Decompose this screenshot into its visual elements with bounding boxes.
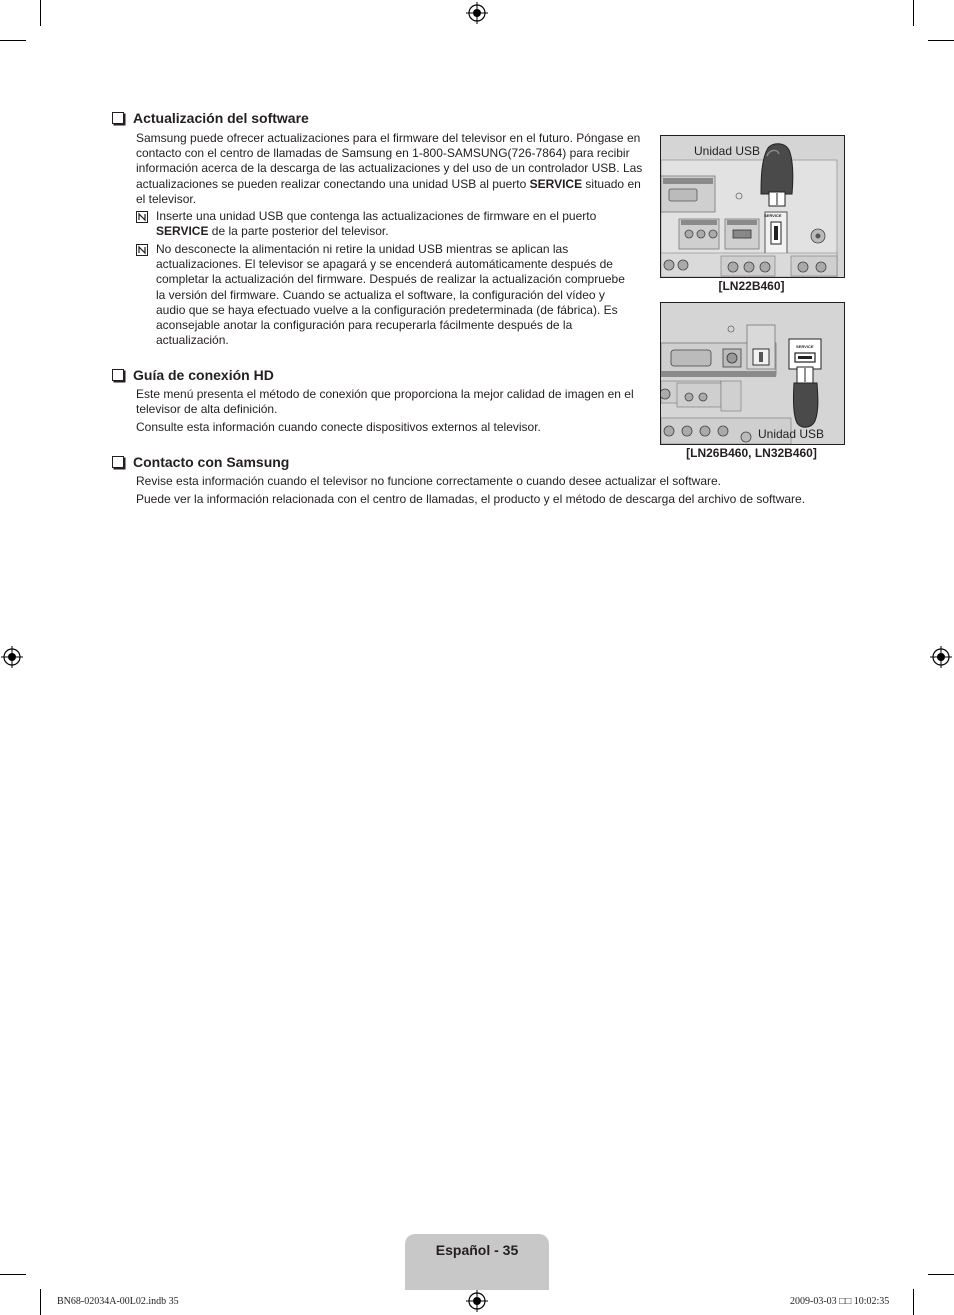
print-file-info: BN68-02034A-00L02.indb 35 bbox=[57, 1296, 179, 1307]
tv-rear-panel-figure bbox=[660, 135, 845, 278]
figure-caption: [LN22B460] bbox=[718, 279, 785, 293]
section-heading-hd-connection-guide: Guía de conexión HD bbox=[112, 367, 274, 383]
checkbox-bullet-icon bbox=[112, 369, 124, 381]
registration-mark-icon bbox=[930, 646, 952, 668]
crop-mark bbox=[0, 1274, 26, 1275]
usb-drive-label: Unidad USB bbox=[758, 427, 825, 441]
crop-mark bbox=[40, 0, 41, 26]
usb-drive-label: Unidad USB bbox=[694, 144, 761, 158]
crop-mark bbox=[0, 40, 26, 41]
crop-mark bbox=[928, 1274, 954, 1275]
section-heading-contact-samsung: Contacto con Samsung bbox=[112, 454, 289, 470]
checkbox-bullet-icon bbox=[112, 456, 124, 468]
section-paragraph: Este menú presenta el método de conexión que proporciona la mejor calidad de imagen en el televisor de alta definición. bbox=[136, 387, 634, 417]
note-text: Inserte una unidad USB que contenga las actualizaciones de firmware en el puerto SERVICE de la parte posterior del televisor. bbox=[156, 209, 597, 239]
registration-mark-icon bbox=[466, 2, 488, 24]
section-paragraph: Samsung puede ofrecer actualizaciones para el firmware del televisor en el futuro. Póngase en contacto con el centro de llamadas de Samsung en 1-800-SAMSUNG(726-7864) para recibir información acerca de la descarga de las actualizaciones y del uso de un controlador USB. Las actualizaciones se pueden realizar conectando una unidad USB al puerto SERVICE situado en el televisor. bbox=[136, 131, 643, 206]
note-icon bbox=[136, 209, 156, 239]
crop-mark bbox=[928, 40, 954, 41]
note-item bbox=[136, 209, 626, 239]
section-paragraph: Consulte esta información cuando conecte dispositivos externos al televisor. bbox=[136, 420, 541, 434]
print-date-info: 2009-03-03 □□ 10:02:35 bbox=[790, 1296, 890, 1307]
note-text: No desconecte la alimentación ni retire la unidad USB mientras se aplican las actualizaciones. El televisor se apagará y se encenderá automáticamente después de completar la actualización del firmware. Después de realizar la actualización compruebe la versión del firmware. Cuando se actualiza el software, la configuración del vídeo y audio que se haya efectuado vuelve a la configuración predeterminada (de fábrica). Es aconsejable anotar la configuración para recuperarla fácilmente después de la actualización. bbox=[156, 242, 625, 348]
crop-mark bbox=[40, 1289, 41, 1315]
page-number: Español - 35 bbox=[435, 1242, 519, 1258]
section-paragraph: Revise esta información cuando el televisor no funcione correctamente o cuando desee actualizar el software. bbox=[136, 474, 721, 488]
figure-caption: [LN26B460, LN32B460] bbox=[686, 446, 817, 460]
tv-rear-panel-figure bbox=[660, 302, 845, 445]
crop-mark bbox=[913, 0, 914, 26]
tv-rear-panel-illustration bbox=[661, 303, 844, 444]
registration-mark-icon bbox=[466, 1290, 488, 1312]
section-paragraph: Puede ver la información relacionada con el centro de llamadas, el producto y el método de descarga del archivo de software. bbox=[136, 492, 806, 506]
service-port-label: SERVICE bbox=[764, 213, 782, 218]
checkbox-bullet-icon bbox=[112, 112, 124, 124]
note-item bbox=[136, 242, 626, 348]
registration-mark-icon bbox=[1, 646, 23, 668]
section-heading-software-update: Actualización del software bbox=[112, 110, 309, 126]
note-icon bbox=[136, 242, 156, 348]
crop-mark bbox=[913, 1289, 914, 1315]
service-port-label: SERVICE bbox=[796, 344, 814, 349]
